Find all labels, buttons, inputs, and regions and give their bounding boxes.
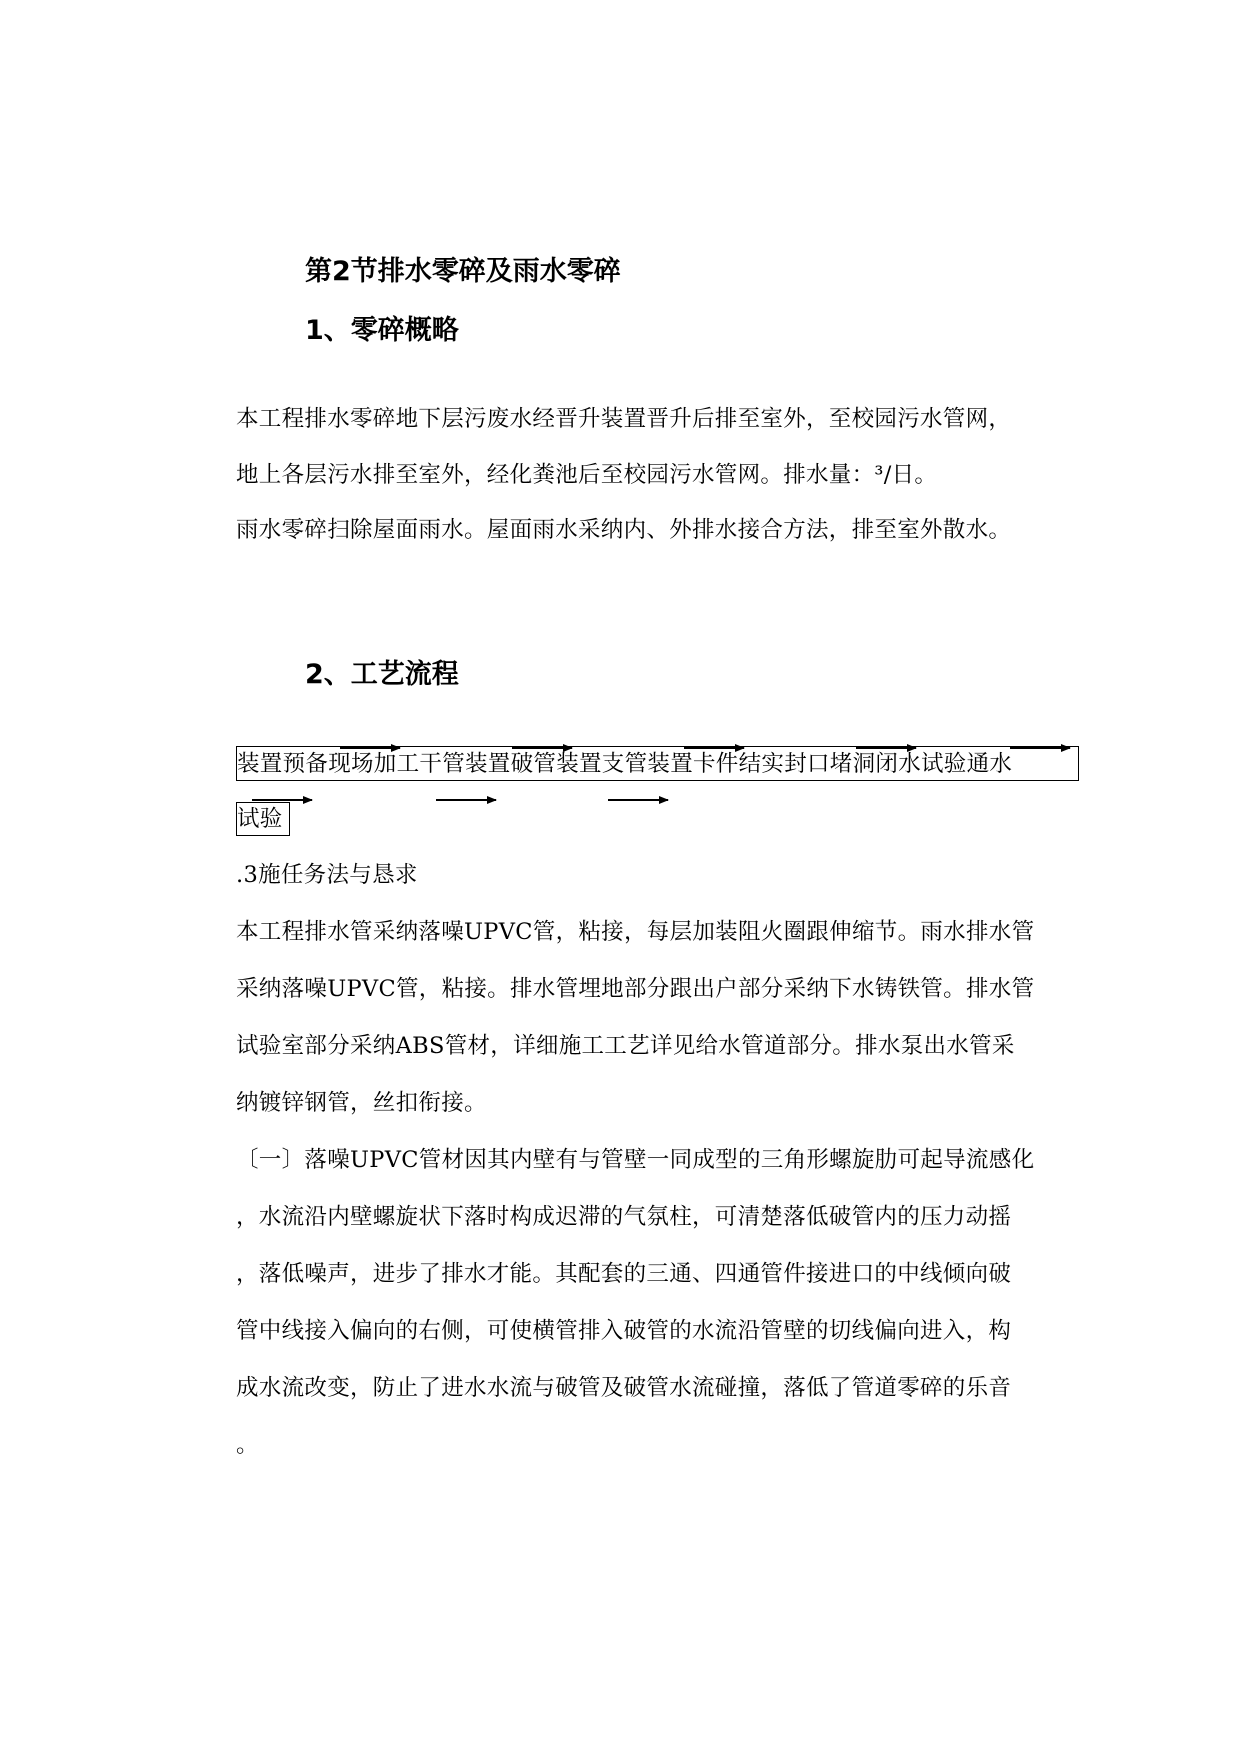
method-paragraph-line: ，落低噪声，进步了排水才能。其配套的三通、四通管件接进口的中线倾向破 xyxy=(236,1261,1012,1287)
process-flow-steps: 装置预备现场加工干管装置破管装置支管装置卡件结实封口堵洞闭水试验通水 xyxy=(237,751,1013,777)
method-paragraph-line: 采纳落噪UPVC管，粘接。排水管埋地部分跟出户部分采纳下水铸铁管。排水管 xyxy=(236,976,1035,1002)
method-paragraph-line: 管中线接入偏向的右侧，可使横管排入破管的水流沿管壁的切线偏向进入，构 xyxy=(236,1318,1012,1344)
method-paragraph-line: ，水流沿内壁螺旋状下落时构成迟滞的气氛柱，可清楚落低破管内的压力动摇 xyxy=(236,1204,1012,1230)
method-paragraph-line: 纳镀锌钢管，丝扣衔接。 xyxy=(236,1090,487,1116)
overview-paragraph-line: 地上各层污水排至室外，经化粪池后至校园污水管网。排水量：³/日。 xyxy=(236,462,938,488)
overview-paragraph-line: 雨水零碎扫除屋面雨水。屋面雨水采纳内、外排水接合方法，排至室外散水。 xyxy=(236,517,1012,543)
method-paragraph-line: 〔一〕落噪UPVC管材因其内壁有与管壁一同成型的三角形螺旋肋可起导流感化 xyxy=(236,1147,1035,1173)
method-paragraph-line: 。 xyxy=(236,1432,259,1458)
subsection-1-title: 1、零碎概略 xyxy=(305,315,459,346)
method-paragraph-line: 试验室部分采纳ABS管材，详细施工工艺详见给水管道部分。排水泵出水管采 xyxy=(236,1033,1015,1059)
method-paragraph-line: 成水流改变，防止了进水水流与破管及破管水流碰撞，落低了管道零碎的乐音 xyxy=(236,1375,1012,1401)
subsection-3-title: .3施任务法与恳求 xyxy=(236,862,418,888)
method-paragraph-line: 本工程排水管采纳落噪UPVC管，粘接，每层加装阻火圈跟伸缩节。雨水排水管 xyxy=(236,919,1035,945)
process-flow-steps: 试验 xyxy=(237,806,283,832)
subsection-2-title: 2、工艺流程 xyxy=(305,659,459,690)
section-title: 第2节排水零碎及雨水零碎 xyxy=(305,256,621,287)
overview-paragraph-line: 本工程排水零碎地下层污废水经晋升装置晋升后排至室外，至校园污水管网， xyxy=(236,406,1012,432)
